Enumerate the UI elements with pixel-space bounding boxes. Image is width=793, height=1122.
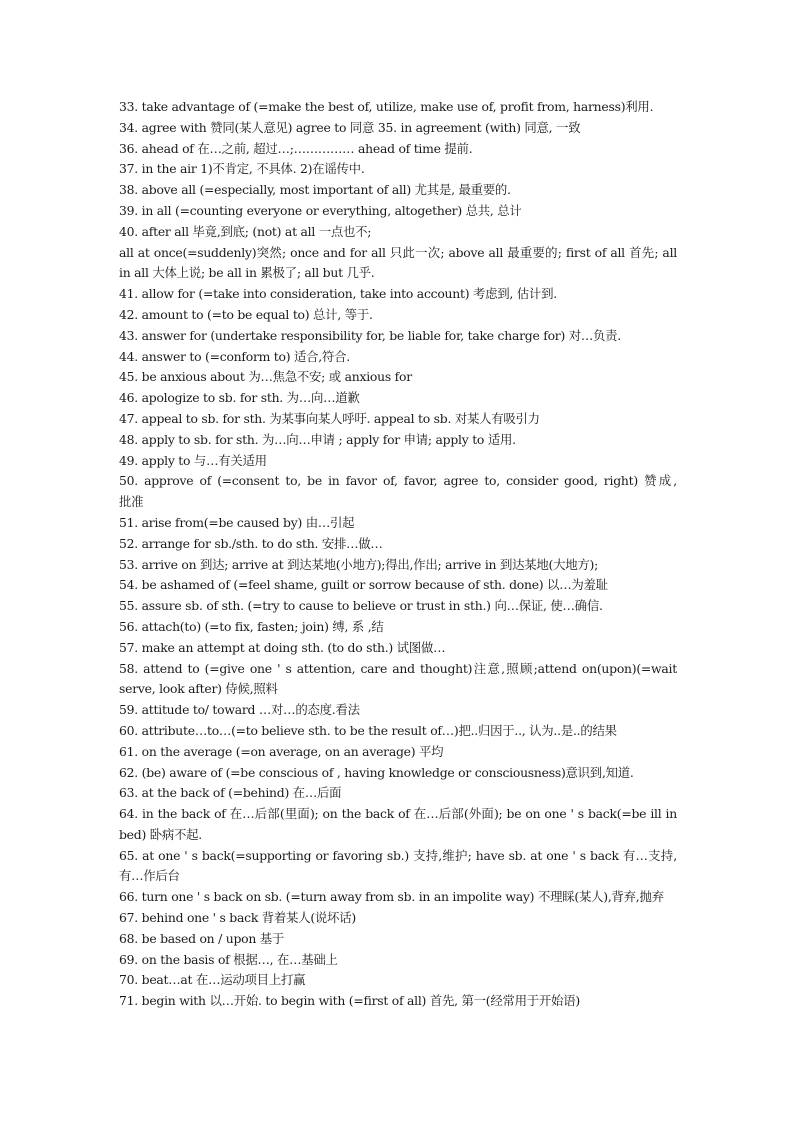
entry-line: 69. on the basis of 根据…, 在…基础上	[119, 951, 338, 967]
entry-line: 58. attend to (=give one ' s attention, care and thought)注意,照顾;attend on(upon)(=wait	[119, 660, 677, 676]
entry-line: 45. be anxious about 为…焦急不安; 或 anxious for	[119, 369, 412, 385]
entry-line: 37. in the air 1)不肯定, 不具体. 2)在谣传中.	[119, 161, 365, 177]
entry-line: 60. attribute…to…(=to believe sth. to be the result of…)把..归因于.., 认为..是..的结果	[119, 722, 617, 738]
entry-line: 38. above all (=especially, most important of all) 尤其是, 最重要的.	[119, 182, 511, 198]
entry-line: 批准	[119, 494, 144, 510]
entry-line: 54. be ashamed of (=feel shame, guilt or sorrow because of sth. done) 以…为羞耻	[119, 577, 608, 593]
entry-line: 65. at one ' s back(=supporting or favoring sb.) 支持,维护; have sb. at one ' s back 有…支持,	[119, 847, 677, 863]
entry-line: 46. apologize to sb. for sth. 为…向…道歉	[119, 390, 360, 406]
entry-line: 70. beat…at 在…运动项目上打赢	[119, 972, 306, 988]
vocabulary-list	[119, 97, 677, 1012]
entry-line: 49. apply to 与…有关适用	[119, 452, 267, 468]
entry-line: 42. amount to (=to be equal to) 总计, 等于.	[119, 306, 373, 322]
entry-line: 55. assure sb. of sth. (=try to cause to believe or trust in sth.) 向…保证, 使…确信.	[119, 598, 603, 614]
entry-line: bed) 卧病不起.	[119, 826, 202, 842]
entry-line: 53. arrive on 到达; arrive at 到达某地(小地方);得出,作出; arrive in 到达某地(大地方);	[119, 556, 599, 572]
entry-line: 63. at the back of (=behind) 在…后面	[119, 785, 342, 801]
entry-line: 43. answer for (undertake responsibility for, be liable for, take charge for) 对…负责.	[119, 327, 621, 343]
entry-line: 56. attach(to) (=to fix, fasten; join) 缚, 系 ,结	[119, 618, 384, 634]
entry-line: 有…作后台	[119, 868, 180, 884]
entry-line: 48. apply to sb. for sth. 为…向…申请 ; apply for 申请; apply to 适用.	[119, 431, 516, 447]
entry-line: 64. in the back of 在…后部(里面); on the back of 在…后部(外面); be on one ' s back(=be ill in	[119, 806, 677, 822]
entry-line: 34. agree with 赞同(某人意见) agree to 同意 35. in agreement (with) 同意, 一致	[119, 119, 581, 135]
entry-line: serve, look after) 侍候,照料	[119, 681, 278, 697]
entry-line: 61. on the average (=on average, on an average) 平均	[119, 743, 444, 759]
entry-line: 66. turn one ' s back on sb. (=turn away from sb. in an impolite way) 不理睬(某人),背弃,抛弃	[119, 889, 664, 905]
entry-line: 39. in all (=counting everyone or everything, altogether) 总共, 总计	[119, 202, 522, 218]
entry-line: 50. approve of (=consent to, be in favor of, favor, agree to, consider good, right) 赞成,	[119, 473, 677, 489]
entry-line: 33. take advantage of (=make the best of, utilize, make use of, profit from, harness)利用.	[119, 99, 654, 114]
entry-line: in all 大体上说; be all in 累极了; all but 几乎.	[119, 265, 375, 281]
entry-line: 59. attitude to/ toward …对…的态度.看法	[119, 702, 360, 718]
entry-line: 51. arise from(=be caused by) 由…引起	[119, 514, 355, 530]
entry-line: 41. allow for (=take into consideration, take into account) 考虑到, 估计到.	[119, 286, 557, 302]
entry-line: 68. be based on / upon 基于	[119, 930, 285, 946]
entry-line: 57. make an attempt at doing sth. (to do sth.) 试图做…	[119, 639, 446, 655]
entry-line: 47. appeal to sb. for sth. 为某事向某人呼吁. appeal to sb. 对某人有吸引力	[119, 410, 540, 426]
entry-line: 71. begin with 以…开始. to begin with (=first of all) 首先, 第一(经常用于开始语)	[119, 993, 580, 1009]
entry-line: 40. after all 毕竟,到底; (not) at all 一点也不;	[119, 223, 372, 239]
entry-line: all at once(=suddenly)突然; once and for all 只此一次; above all 最重要的; first of all 首先; all	[119, 244, 677, 260]
entry-line: 36. ahead of 在…之前, 超过…;…………… ahead of time 提前.	[119, 140, 473, 156]
entry-line: 67. behind one ' s back 背着某人(说坏话)	[119, 910, 356, 926]
entry-line: 52. arrange for sb./sth. to do sth. 安排…做…	[119, 535, 383, 551]
entry-line: 44. answer to (=conform to) 适合,符合.	[119, 348, 350, 364]
entry-line: 62. (be) aware of (=be conscious of , having knowledge or consciousness)意识到,知道.	[119, 764, 634, 780]
